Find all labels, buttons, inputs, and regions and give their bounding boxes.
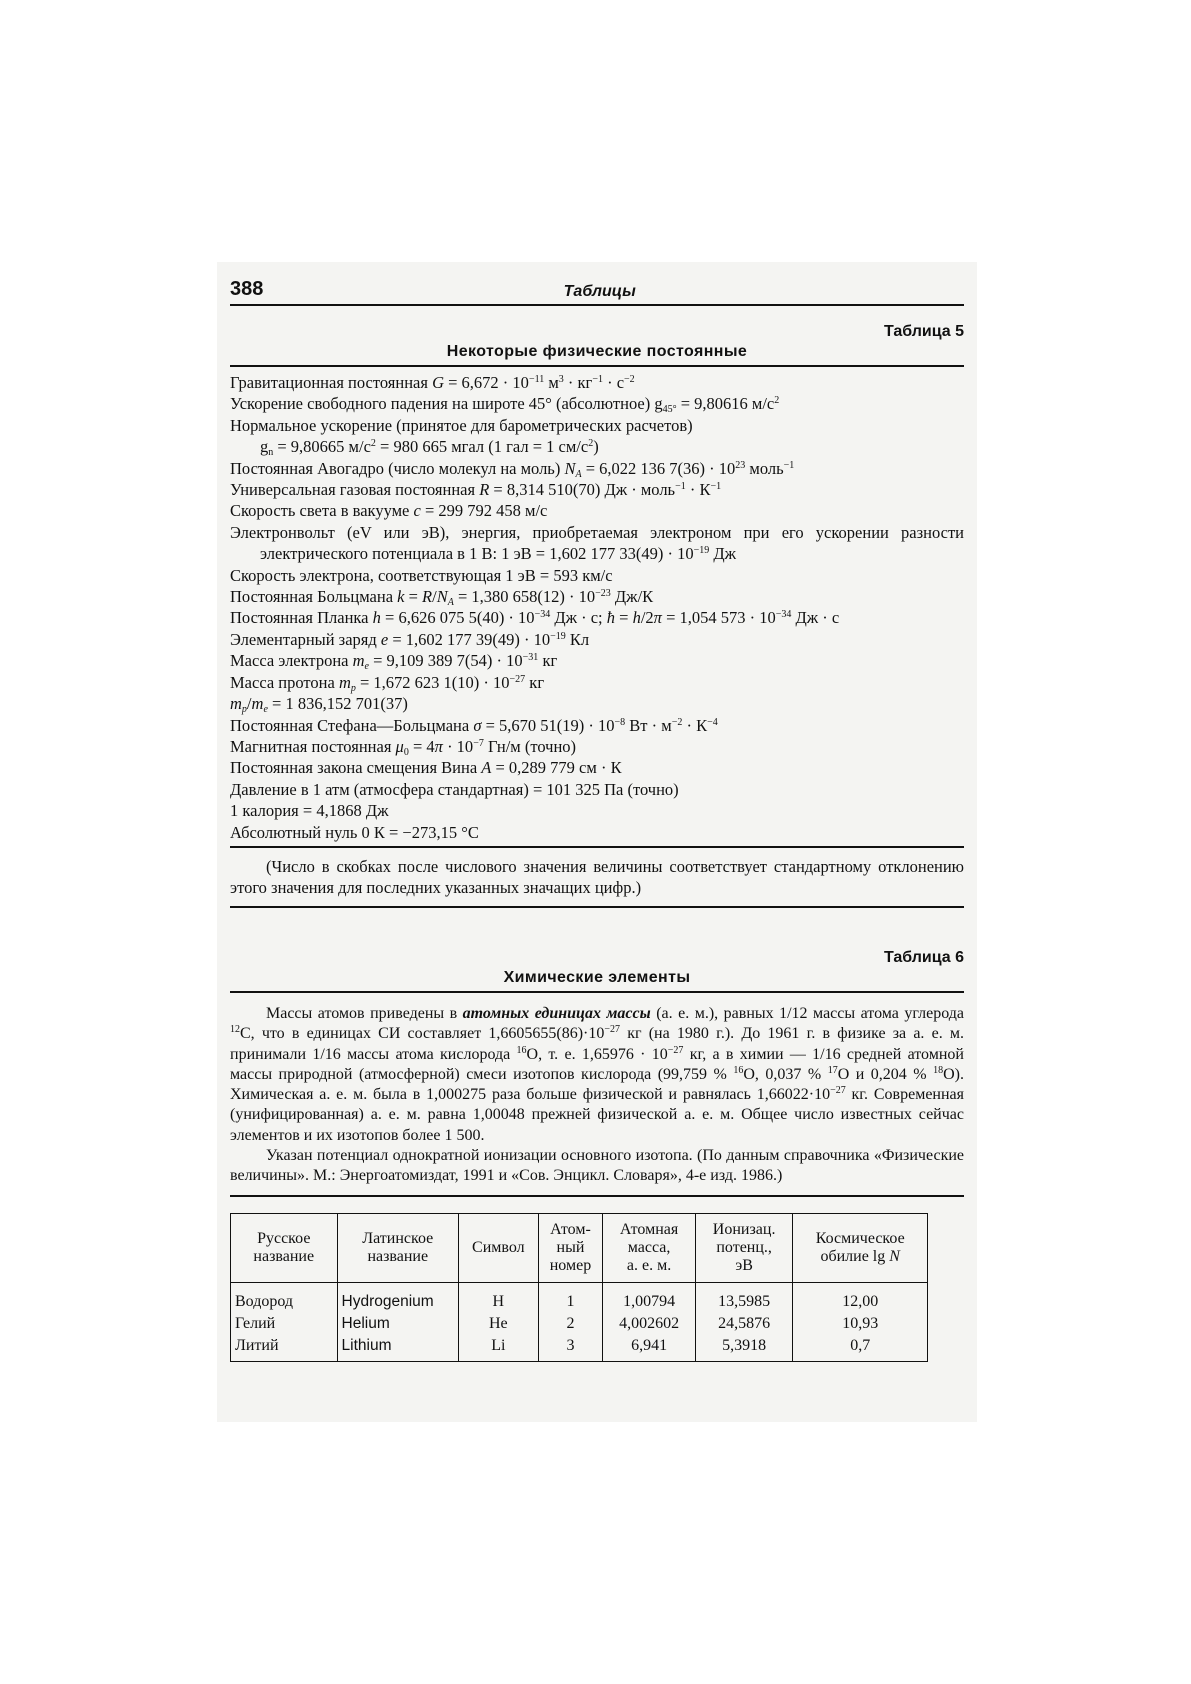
elements-table: [230, 1213, 928, 1362]
table-row: [231, 1313, 928, 1335]
col-russian-name-header: Русское название: [231, 1213, 338, 1282]
col-abundance-cell: 0,7: [793, 1335, 928, 1362]
table-6-paragraph-2: Указан потенциал однократной ионизации основного изотопа. (По данным справочника «Физические величины». М.: Энергоатомиздат, 1991 и «Сов. Энцикл. Словаря», 4-е изд. 1986.): [230, 1147, 964, 1185]
constant-line: Скорость электрона, соответствующая 1 эВ = 593 км/с: [230, 565, 613, 585]
constant-line: Элементарный заряд e = 1,602 177 $39(49) \cdot 10^{-19}$ Кл: [230, 629, 590, 649]
col-russian-name-cell: Литий: [231, 1335, 338, 1362]
col-latin-name-cell: Hydrogenium: [337, 1282, 459, 1313]
elements-table-body: [231, 1282, 928, 1361]
col-abundance-cell: 10,93: [793, 1313, 928, 1335]
col-atomic-mass-cell: 1,00794: [603, 1282, 696, 1313]
constant-line: Универсальная газовая постоянная R = 8,314 510(70) Дж · моль$^{-1}$ · $К^{-1}$: [230, 480, 722, 500]
col-abundance-header: Космическое обилие lg N: [793, 1213, 928, 1282]
table-6-paragraph-1: Массы атомов приведены в атомных единицах массы (а. е. м.), равных 1/12 массы атома углерода $^{12}$С, что в единицах СИ составляет $1,6605655(86)\cdot 10^{-27}$ кг (на 1980 г.). До 1961 г. в физике за а. е. м. принимали 1/16 массы атома кислорода $^{16}$О, т. е. $1,65976 \cdot 10^{-27}$ кг, а в химии — 1/16 средней атомной массы природной (атмосферной) смеси изотопов кислорода (99,759 % $^{16}$О, 0,037 % $^{17}$О и 0,204 % $^{18}$О). Химическая а. е. м. была в 1,000275 раза больше физической и равнялась $1,66022\cdot 10^{-27}$ кг. Современная (унифицированная) а. е. м. равна 1,00048 прежней физической а. е. м. Общее число известных сейчас элементов и их изотопов более 1 500.: [230, 1004, 965, 1144]
table-6: [230, 948, 964, 1362]
constant-line: $g_n = 9,80665$ $м/с^2 = 980$ 665 мгал (1 гал = 1 $см/с^2$): [260, 437, 599, 459]
table-5-bottom-rule: [230, 906, 964, 908]
col-latin-name-cell: Helium: [337, 1313, 459, 1335]
constant-line: Скорость света в вакууме c = 299 792 458 м/с: [230, 501, 548, 521]
constant-line: Гравитационная постоянная $G = 6,672 \cdot 10^{-11}$ $м^3 \cdot кг^{-1} \cdot с^{-2}$: [230, 373, 635, 392]
col-russian-name-cell: Гелий: [231, 1313, 338, 1335]
table-5-title: Некоторые физические постоянные: [446, 343, 748, 360]
col-symbol-cell: He: [459, 1313, 539, 1335]
constant-line: Нормальное ускорение (принятое для барометрических расчетов): [230, 415, 693, 435]
table-6-intro-rule: [230, 1195, 964, 1197]
col-atomic-mass-cell: 6,941: [603, 1335, 696, 1362]
constant-line: Ускорение свободного падения на широте 45° (абсолютное) $g_{45^\circ} = 9,80616$ $м/с^2$: [230, 394, 780, 416]
col-latin-name-cell: Lithium: [337, 1335, 459, 1362]
col-atomic-mass-header: Атомная масса, а. е. м.: [603, 1213, 696, 1282]
table-6-title: Химические элементы: [503, 968, 691, 986]
col-symbol-cell: Li: [459, 1335, 539, 1362]
table-row: [231, 1335, 928, 1362]
col-symbol-cell: H: [459, 1282, 539, 1313]
col-symbol-header: Символ: [459, 1213, 539, 1282]
col-russian-name-cell: Водород: [231, 1282, 338, 1313]
elements-table-header: [231, 1213, 928, 1282]
constant-line: Масса протона $m_p = 1,672$ 623 $1(10) \cdot 10^{-27}$ кг: [230, 672, 545, 694]
col-atomic-number-cell: 2: [538, 1313, 603, 1335]
table-5-label: Таблица 5: [883, 323, 964, 340]
constant-line: Постоянная Стефана—Больцмана σ = 5,670 $51(19) \cdot 10^{-8}$ Вт · $м^{-2} \cdot К^{-4}$: [230, 715, 718, 735]
table-row: [231, 1282, 928, 1313]
constant-line: Абсолютный нуль 0 К = −273,15 °С: [230, 822, 479, 842]
col-atomic-mass-cell: 4,002602: [603, 1313, 696, 1335]
col-atomic-number-cell: 3: [538, 1335, 603, 1362]
constant-line: Магнитная постоянная $\mu_0 = 4\pi \cdot 10^{-7}$ Гн/м (точно): [230, 736, 577, 758]
running-header: [230, 274, 964, 306]
col-atomic-number-cell: 1: [538, 1282, 603, 1313]
col-ionization-cell: 24,5876: [695, 1313, 792, 1335]
col-latin-name-header: Латинское название: [337, 1213, 459, 1282]
constant-line: Масса электрона $m_e = 9,109$ 389 $7(54) \cdot 10^{-31}$ кг: [230, 651, 558, 673]
constant-line: Постоянная Планка h = 6,626 075 $5(40) \cdot 10^{-34}$ Дж · с; ħ = h/2π = 1,054 $573 \cdot 10^{-34}$ Дж · с: [230, 608, 840, 628]
running-title: Таблицы: [563, 283, 636, 300]
col-atomic-number-header: Атом- ный номер: [538, 1213, 603, 1282]
book-page: [230, 274, 964, 1362]
table-6-text: [230, 993, 964, 1187]
constant-line: Постоянная закона смещения Вина A = 0,289 779 см · К: [230, 758, 622, 778]
table-5-footnote: (Число в скобках после числового значения величины соответствует стандартному отклонению этого значения для последних указанных значащих цифр.): [230, 856, 964, 897]
table-6-label: Таблица 6: [883, 948, 964, 966]
constant-line: Постоянная Больцмана $k = R/N_A = 1,380$ $658(12) \cdot 10^{-23}$ Дж/К: [230, 587, 654, 609]
constant-line: Электронвольт (eV или эВ), энергия, приобретаемая электроном при его ускорении разности электрического потенциала в 1 В: 1 эВ = 1,602 177 $33(49) \cdot 10^{-19}$ Дж: [230, 522, 964, 564]
col-ionization-cell: 5,3918: [695, 1335, 792, 1362]
table-5: [230, 322, 964, 908]
page-number: 388: [230, 278, 264, 300]
constant-line: $m_p/m_e = 1$ 836,152 701(37): [230, 694, 408, 716]
col-abundance-cell: 12,00: [793, 1282, 928, 1313]
col-ionization-cell: 13,5985: [695, 1282, 792, 1313]
constant-line: Постоянная Авогадро (число молекул на моль) $N_A = 6,022$ 136 $7(36) \cdot 10^{23}$ моль$^{-1}$: [230, 458, 795, 480]
constants-list: [230, 367, 964, 846]
col-ionization-header: Ионизац. потенц., эВ: [695, 1213, 792, 1282]
constant-line: Давление в 1 атм (атмосфера стандартная) = 101 325 Па (точно): [230, 779, 679, 799]
constant-line: 1 калория = 4,1868 Дж: [230, 801, 389, 821]
